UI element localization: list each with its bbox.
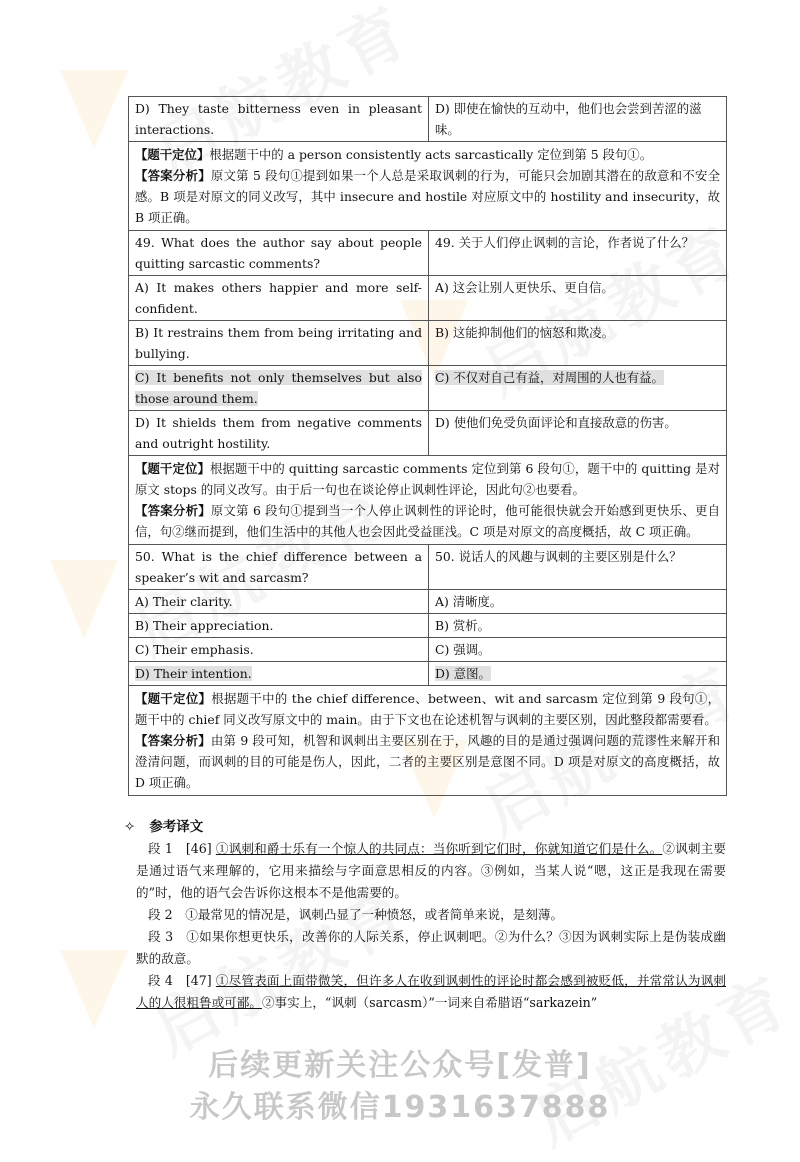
explanation-cell [129,456,727,545]
table-row [129,456,727,545]
diamond-icon: ✧ [124,819,136,835]
analysis-label: 【答案分析】 [135,503,211,518]
underlined-sentence: ①尽管表面上面带微笑，但许多人在收到讽刺性的评论时都会感到被贬低，并常常认为讽刺人的人很粗鲁或可鄙。 [136,973,726,1010]
paragraph-number: 段 1 [46] [148,841,216,856]
watermark-logo-icon [60,950,128,1028]
paragraph [136,838,726,904]
locate-label: 【题干定位】 [135,147,210,162]
paragraph-text: ①最常见的情况是，讽刺凸显了一种愤怒，或者简单来说，是刻薄。 [185,907,564,922]
option-c-en: C) Their emphasis. [129,638,429,662]
analysis-text: 由第 9 段可知，机智和讽刺出主要区别在于，风趣的目的是通过强调问题的荒谬性来解开和澄清问题，而讽刺的目的可能是伤人，因此，二者的主要区别是意图不同。D 项是对原文的高度概括，故 D 项正确。 [135,733,721,790]
option-a-zh: A) 这会让别人更快乐、更自信。 [429,276,727,321]
answer-analysis-table [128,96,727,796]
watermark-logo-icon [50,560,118,638]
locate-text: 根据题干中的 quitting sarcastic comments 定位到第 6 段句①，题干中的 quitting 是对原文 stops 的同义改写。由于后一句也在谈论停止讽刺性评论，因此句②也要看。 [135,461,721,497]
option-a-zh: A) 清晰度。 [429,590,727,614]
question-49-zh: 49. 关于人们停止讽刺的言论，作者说了什么？ [429,231,727,276]
option-c-en [129,366,429,411]
reference-translation [136,838,726,1014]
option-d-en: D) It shields them from negative comments and outright hostility. [129,411,429,456]
option-d-en [129,662,429,686]
table-row [129,590,727,614]
analysis-label: 【答案分析】 [135,733,211,748]
table-row [129,321,727,366]
footer-promo-line-1: 后续更新关注公众号[发普] [208,1048,592,1083]
table-row [129,276,727,321]
option-d-en: D) They taste bitterness even in pleasant interactions. [129,97,429,142]
option-b-en: B) Their appreciation. [129,614,429,638]
table-row [129,411,727,456]
option-d-zh: D) 使他们免受负面评论和直接敌意的伤害。 [429,411,727,456]
locate-label: 【题干定位】 [135,691,212,706]
option-b-zh: B) 赏析。 [429,614,727,638]
locate-text: 根据题干中的 the chief difference、between、wit and sarcasm 定位到第 9 段句①，题干中的 chief 同义改写原文中的 main。由于下文也在论述机智与讽刺的主要区别，因此整段都需要看。 [135,691,720,727]
table-row [129,97,727,142]
highlighted-answer: C) 不仅对自己有益，对周围的人也有益。 [435,370,664,385]
table-row [129,231,727,276]
paragraph [136,904,726,926]
question-49-en: 49. What does the author say about people quitting sarcastic comments? [129,231,429,276]
explanation-cell [129,142,727,231]
paragraph-number: 段 3 [148,929,187,944]
highlighted-answer: C) It benefits not only themselves but also those around them. [135,370,422,406]
paragraph-number: 段 2 [148,907,186,922]
table-row [129,614,727,638]
locate-text: 根据题干中的 a person consistently acts sarcastically 定位到第 5 段句①。 [209,147,653,162]
table-row [129,662,727,686]
option-a-en: A) Their clarity. [129,590,429,614]
question-50-zh: 50. 说话人的风趣与讽刺的主要区别是什么？ [429,545,727,590]
table-row [129,686,727,796]
option-d-zh: D) 即使在愉快的互动中，他们也会尝到苦涩的滋味。 [429,97,727,142]
section-title: 参考译文 [149,819,204,835]
footer-promo-line-2: 永久联系微信1931637888 [189,1090,611,1125]
table-row [129,142,727,231]
table-row [129,638,727,662]
explanation-cell [129,686,727,796]
table-row [129,366,727,411]
paragraph-text: ②事实上，“讽刺（sarcasm）”一词来自希腊语“sarkazein” [261,995,598,1010]
option-d-zh [429,662,727,686]
paragraph [136,970,726,1014]
watermark-logo-icon [60,70,128,148]
analysis-label: 【答案分析】 [135,168,211,183]
option-b-zh: B) 这能抑制他们的恼怒和欺凌。 [429,321,727,366]
paragraph-text: ②讽刺主要是通过语气来理解的，它用来描绘与字面意思相反的内容。③例如，当某人说“嗯，这正是我现在需要的”时，他的语气会告诉你这根本不是他需要的。 [136,841,726,900]
analysis-text: 原文第 5 段句①提到如果一个人总是采取讽刺的行为，可能只会加剧其潜在的敌意和不安全感。B 项是对原文的同义改写，其中 insecure and hostile 对应原文中的 hostility and insecurity，故 B 项正确。 [135,168,721,225]
option-b-en: B) It restrains them from being irritating and bullying. [129,321,429,366]
underlined-sentence: ①讽刺和爵士乐有一个惊人的共同点：当你听到它们时，你就知道它们是什么。 [215,841,663,856]
analysis-text: 原文第 6 段句①提到当一个人停止讽刺性的评论时，他可能很快就会开始感到更快乐、更自信，句②继而提到，他们生活中的其他人也会因此受益匪浅。C 项是对原文的高度概括，故 C 项正确。 [135,503,721,539]
answer-analysis-section [128,96,726,796]
paragraph [136,926,726,970]
paragraph-number: 段 4 [47] [148,973,216,988]
option-a-en: A) It makes others happier and more self-confident. [129,276,429,321]
highlighted-answer: D) Their intention. [135,666,252,681]
paragraph-text: ①如果你想更快乐，改善你的人际关系，停止讽刺吧。②为什么？③因为讽刺实际上是伪装成幽默的敌意。 [136,929,726,966]
table-row [129,545,727,590]
question-50-en: 50. What is the chief difference between a speaker’s wit and sarcasm? [129,545,429,590]
highlighted-answer: D) 意图。 [435,666,491,681]
section-heading [124,815,203,835]
locate-label: 【题干定位】 [135,461,210,476]
option-c-zh [429,366,727,411]
option-c-zh: C) 强调。 [429,638,727,662]
